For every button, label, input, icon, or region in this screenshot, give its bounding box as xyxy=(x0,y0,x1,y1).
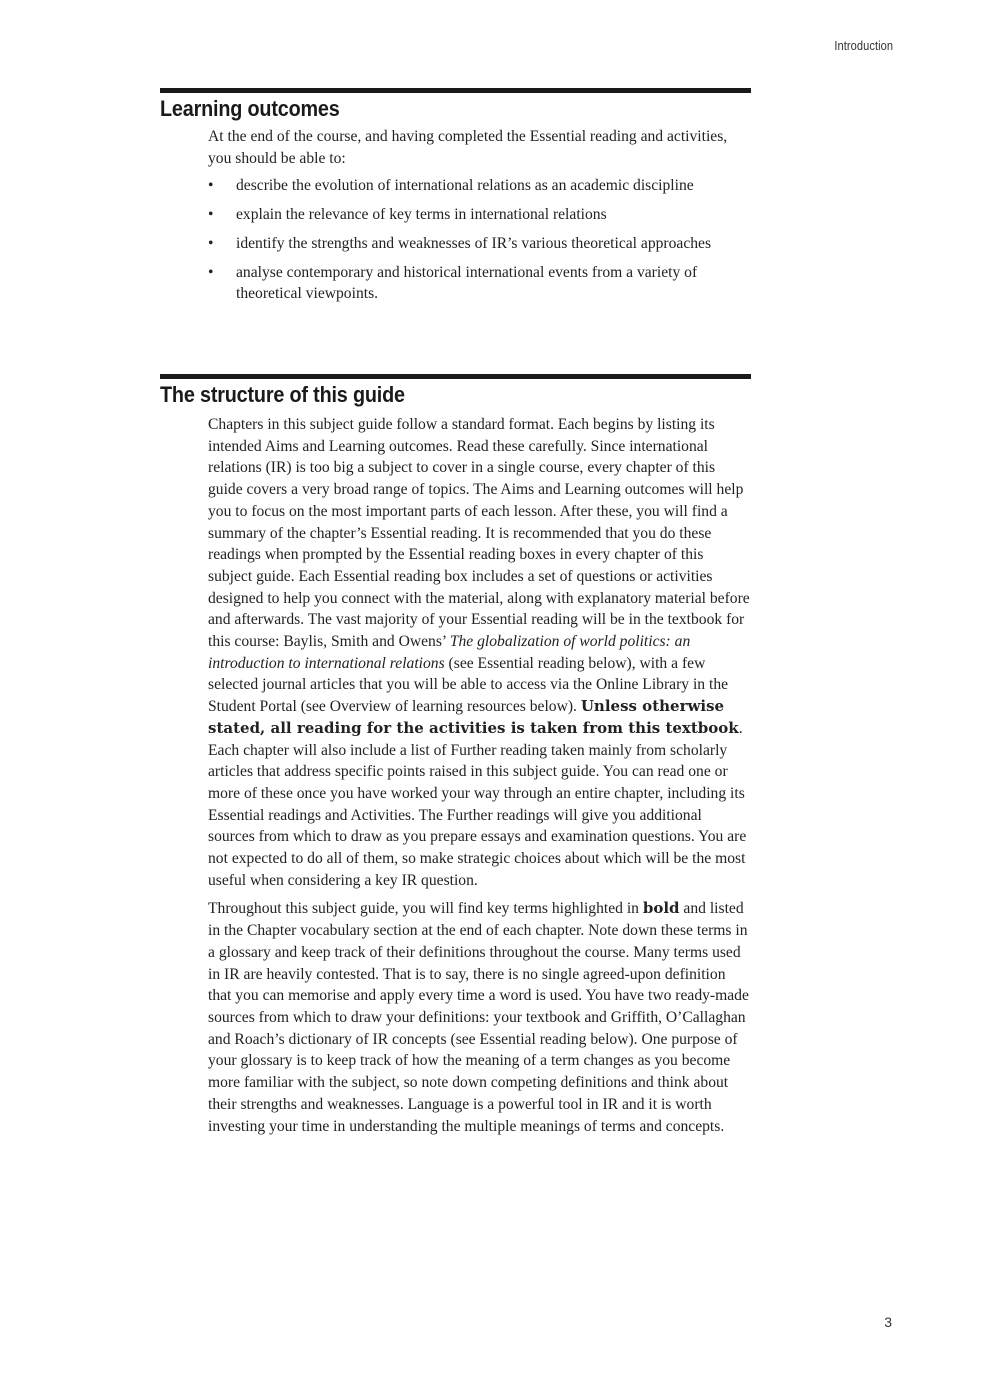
list-item xyxy=(208,262,751,305)
section-title-structure: The structure of this guide xyxy=(160,382,405,407)
learning-outcomes-intro: At the end of the course, and having completed the Essential reading and activities, you should be able to: xyxy=(208,128,728,167)
list-item-text: explain the relevance of key terms in international relations xyxy=(236,206,607,224)
structure-section xyxy=(160,374,751,1137)
page-number: 3 xyxy=(884,1314,892,1330)
bullet-icon: • xyxy=(208,206,214,224)
list-item-text: describe the evolution of international relations as an academic discipline xyxy=(236,177,694,195)
bold-term: bold xyxy=(642,899,680,918)
paragraph-text: and listed in the Chapter vocabulary section at the end of each chapter. Note down these terms in a glossary and keep track of their definitions throughout the course. Many terms used in IR are heavily contested. That is to say, there is no single agreed-upon definition that you can memorise and apply every time a word is used. You have two ready-made sources from which to draw your definitions: your textbook and Griffith, O’Callaghan and Roach’s dictionary of IR concepts (see Essential reading below). One purpose of your glossary is to keep track of how the meaning of a term changes as you become more familiar with the subject, so note down competing definitions and think about their strengths and weaknesses. Language is a powerful tool in IR and it is worth investing your time in understanding the multiple meanings of terms and concepts. xyxy=(208,900,749,1135)
bullet-icon: • xyxy=(208,177,214,195)
learning-outcomes-body xyxy=(208,126,751,305)
list-item xyxy=(208,175,751,197)
structure-body xyxy=(208,414,751,1137)
paragraph-text: (see Essential reading below), with a few selected journal articles that you will be able to access via the Online Library in the Student Portal (see Overview of learning resources below). xyxy=(208,654,729,716)
paragraph-text: . Each chapter will also include a list of Further reading taken mainly from scholarly articles that address specific points raised in this subject guide. You can read one or more of these once you have worked your way through an entire chapter, including its Essential readings and Activities. The Further readings will give you additional sources from which to draw as you prepare essays and examination questions. You are not expected to do all of them, so make strategic choices about which will be the most useful when considering a key IR question. xyxy=(208,719,747,889)
bullet-icon: • xyxy=(208,234,214,252)
bullet-icon: • xyxy=(208,263,214,281)
bold-note: Unless otherwise stated, all reading for the activities is taken from this textbook xyxy=(208,697,739,737)
learning-outcomes-section xyxy=(160,88,751,312)
list-item xyxy=(208,204,751,226)
section-title-learning-outcomes: Learning outcomes xyxy=(160,96,340,121)
structure-paragraph-2 xyxy=(208,898,751,1137)
running-header: Introduction xyxy=(834,38,893,53)
structure-paragraph-1 xyxy=(208,414,751,891)
list-item-text: analyse contemporary and historical international events from a variety of theoretical viewpoints. xyxy=(236,263,698,303)
list-item xyxy=(208,233,751,255)
list-item-text: identify the strengths and weaknesses of IR’s various theoretical approaches xyxy=(236,234,712,252)
section-rule xyxy=(160,374,751,379)
paragraph-text: Chapters in this subject guide follow a standard format. Each begins by listing its intended Aims and Learning outcomes. Read these carefully. Since international relations (IR) is too big a subject to cover in a single course, every chapter of this guide covers a very broad range of topics. The Aims and Learning outcomes will help you to focus on the most important parts of each lesson. After these, you will find a summary of the chapter’s Essential reading. It is recommended that you do these readings when prompted by the Essential reading boxes in every chapter of this subject guide. Each Essential reading box includes a set of questions or activities designed to help you connect with the material, along with explanatory material before and afterwards. The vast majority of your Essential reading will be in the textbook for this course: Baylis, Smith and Owens’ xyxy=(208,416,750,651)
textbook-title: The globalization of world politics: an introduction to international relations xyxy=(208,633,691,672)
section-rule xyxy=(160,88,751,93)
paragraph-text: Throughout this subject guide, you will find key terms highlighted in xyxy=(208,900,643,918)
learning-outcomes-list xyxy=(208,175,751,305)
